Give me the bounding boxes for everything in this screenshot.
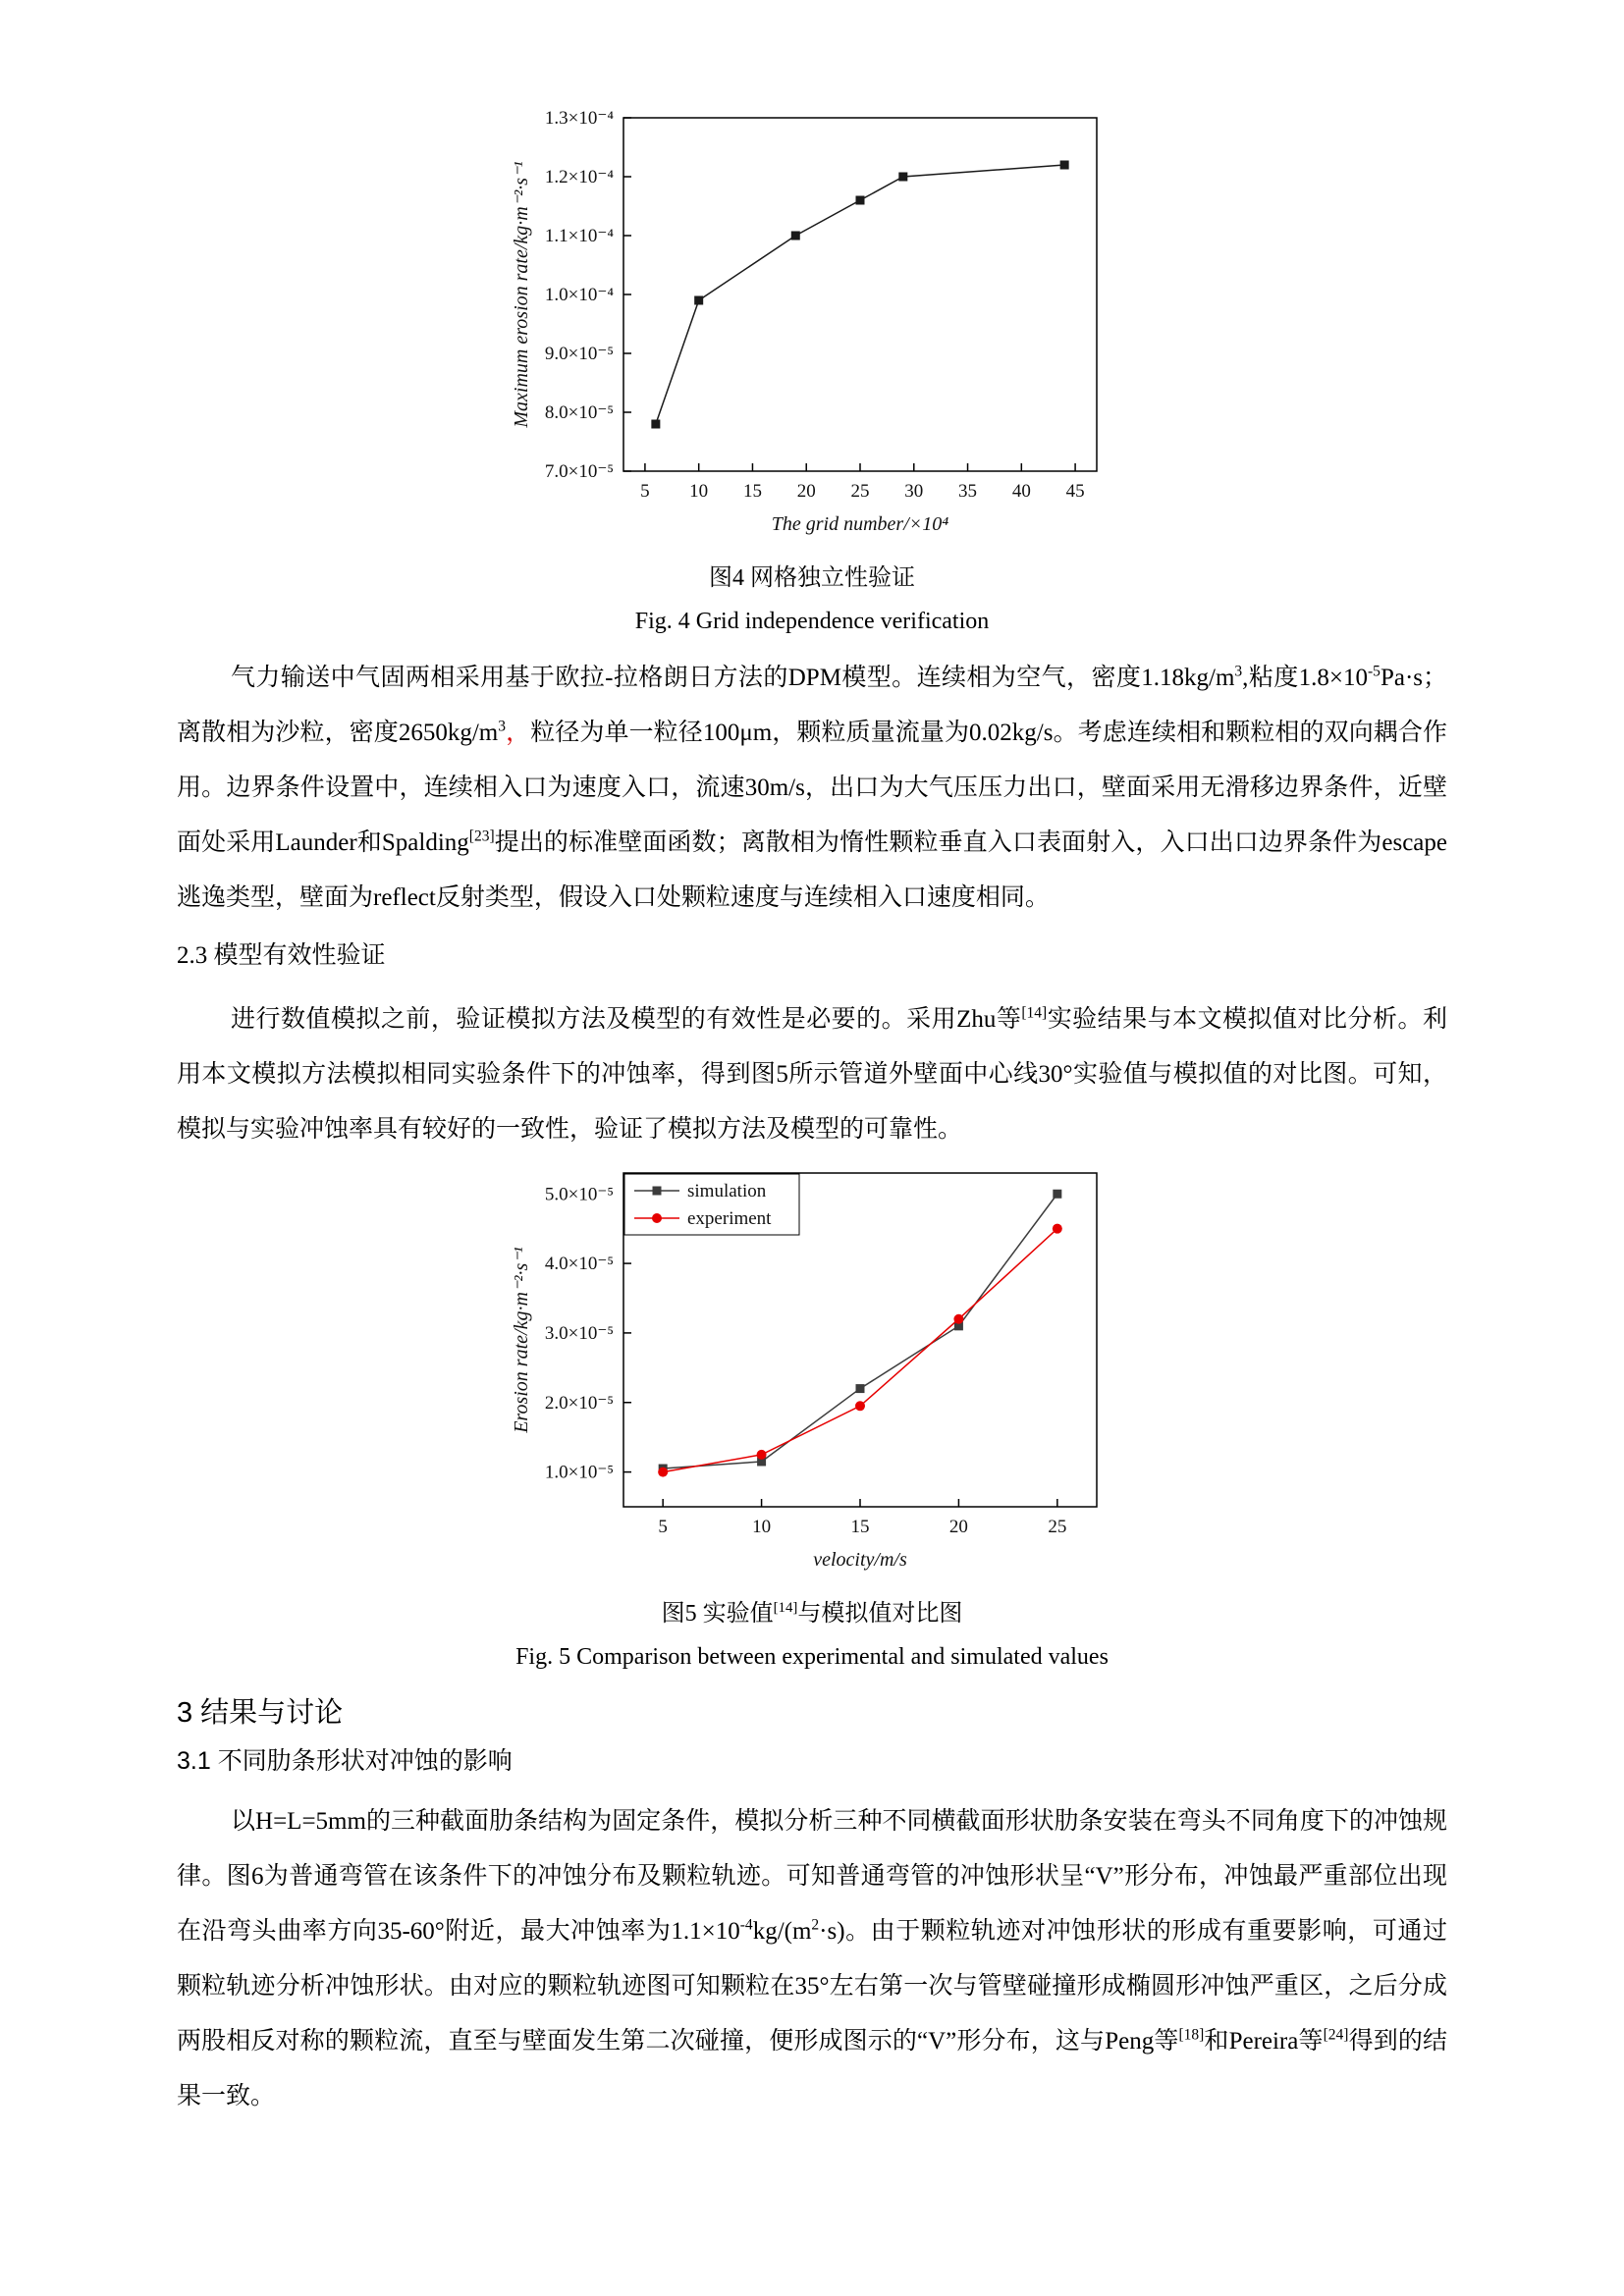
svg-text:9.0×10⁻⁵: 9.0×10⁻⁵ bbox=[544, 344, 614, 364]
paragraph-model-validation: 进行数值模拟之前，验证模拟方法及模型的有效性是必要的。采用Zhu等[14]实验结果与本文模拟值对比分析。利用本文模拟方法模拟相同实验条件下的冲蚀率，得到图5所示管道外壁面中心线30°实验值与模拟值的对比图。可知，模拟与实验冲蚀率具有较好的一致性，验证了模拟方法及模型的可靠性。 bbox=[177, 1004, 1447, 1143]
svg-text:8.0×10⁻⁵: 8.0×10⁻⁵ bbox=[544, 402, 614, 423]
svg-text:45: 45 bbox=[1065, 481, 1085, 502]
figure-5-caption-cn: 图5 实验值[14]与模拟值对比图 bbox=[661, 1600, 963, 1627]
validation-comparison-chart bbox=[498, 1157, 1126, 1579]
svg-text:15: 15 bbox=[742, 481, 762, 502]
paragraph-rib-shapes: 以H=L=5mm的三种截面肋条结构为固定条件，模拟分析三种不同横截面形状肋条安装在弯头不同角度下的冲蚀规律。图6为普通弯管在该条件下的冲蚀分布及颗粒轨迹。可知普通弯管的冲蚀形状呈“V”形分布，冲蚀最严重部位出现在沿弯头曲率方向35-60°附近，最大冲蚀率为$1.1\times 10^{-4}kg/(m^2\cdot s)$。由于颗粒轨迹对冲蚀形状的形成有重要影响，可通过颗粒轨迹分析冲蚀形状。由对应的颗粒轨迹图可知颗粒在35°左右第一次与管壁碰撞形成椭圆形冲蚀严重区，之后分成两股相反对称的颗粒流，直至与壁面发生第二次碰撞，便形成图示的“V”形分布，这与Peng等[18]和Pereira等[24]得到的结果一致。 bbox=[177, 1808, 1447, 2109]
svg-text:5: 5 bbox=[658, 1517, 668, 1537]
grid-independence-chart bbox=[498, 102, 1126, 544]
svg-text:1.1×10⁻⁴: 1.1×10⁻⁴ bbox=[544, 226, 614, 246]
svg-text:7.0×10⁻⁵: 7.0×10⁻⁵ bbox=[544, 461, 614, 482]
svg-text:40: 40 bbox=[1011, 481, 1031, 502]
svg-text:1.0×10⁻⁵: 1.0×10⁻⁵ bbox=[544, 1462, 614, 1483]
svg-text:30: 30 bbox=[904, 481, 924, 502]
svg-text:velocity/m/s: velocity/m/s bbox=[813, 1549, 907, 1571]
figure-4 bbox=[177, 102, 1447, 549]
svg-text:3.0×10⁻⁵: 3.0×10⁻⁵ bbox=[544, 1322, 614, 1344]
svg-text:25: 25 bbox=[850, 481, 870, 502]
svg-text:1.2×10⁻⁴: 1.2×10⁻⁴ bbox=[544, 167, 614, 187]
svg-text:5: 5 bbox=[640, 481, 650, 502]
svg-text:4.0×10⁻⁵: 4.0×10⁻⁵ bbox=[544, 1254, 614, 1275]
svg-text:35: 35 bbox=[958, 481, 978, 502]
svg-text:experiment: experiment bbox=[687, 1208, 772, 1229]
section-3-heading: 3 结果与讨论 bbox=[177, 1697, 344, 1729]
svg-text:10: 10 bbox=[752, 1517, 772, 1537]
svg-text:1.0×10⁻⁴: 1.0×10⁻⁴ bbox=[544, 285, 614, 305]
svg-text:20: 20 bbox=[796, 481, 816, 502]
figure-5 bbox=[177, 1157, 1447, 1584]
svg-text:15: 15 bbox=[850, 1517, 870, 1537]
figure-5-caption-en: Fig. 5 Comparison between experimental and simulated values bbox=[515, 1644, 1109, 1670]
svg-text:Maximum erosion rate/kg·m⁻²·s⁻: Maximum erosion rate/kg·m⁻²·s⁻¹ bbox=[511, 161, 532, 428]
svg-text:simulation: simulation bbox=[687, 1181, 767, 1201]
svg-text:10: 10 bbox=[689, 481, 709, 502]
svg-text:20: 20 bbox=[948, 1517, 968, 1537]
svg-text:The grid number/×10⁴: The grid number/×10⁴ bbox=[771, 513, 949, 535]
section-2-3-heading: 2.3 模型有效性验证 bbox=[177, 942, 386, 969]
figure-4-caption-cn: 图4 网格独立性验证 bbox=[709, 565, 915, 591]
section-3-1-heading: 3.1 不同肋条形状对冲蚀的影响 bbox=[177, 1747, 513, 1775]
svg-text:25: 25 bbox=[1048, 1517, 1067, 1537]
figure-4-caption-en: Fig. 4 Grid independence verification bbox=[634, 609, 990, 634]
paragraph-dpm-model: 气力输送中气固两相采用基于欧拉-拉格朗日方法的DPM模型。连续相为空气，密度$1.18kg/m^3$,粘度$1.8\times 10^{-5}Pa\cdot s$；离散相为沙粒，密度$2650kg/m^3$，粒径为单一粒径100μm，颗粒质量流量为0.02kg/s。考虑连续相和颗粒相的双向耦合作用。边界条件设置中，连续相入口为速度入口，流速30m/s，出口为大气压压力出口，壁面采用无滑移边界条件，近壁面处采用Launder和Spalding[23]提出的标准壁面函数；离散相为惰性颗粒垂直入口表面射入，入口出口边界条件为escape逃逸类型，壁面为reflect反射类型，假设入口处颗粒速度与连续相入口速度相同。 bbox=[177, 663, 1447, 911]
svg-text:2.0×10⁻⁵: 2.0×10⁻⁵ bbox=[544, 1392, 614, 1414]
svg-text:1.3×10⁻⁴: 1.3×10⁻⁴ bbox=[544, 108, 614, 129]
svg-text:Erosion rate/kg·m⁻²·s⁻¹: Erosion rate/kg·m⁻²·s⁻¹ bbox=[511, 1247, 532, 1433]
svg-text:5.0×10⁻⁵: 5.0×10⁻⁵ bbox=[544, 1184, 614, 1205]
